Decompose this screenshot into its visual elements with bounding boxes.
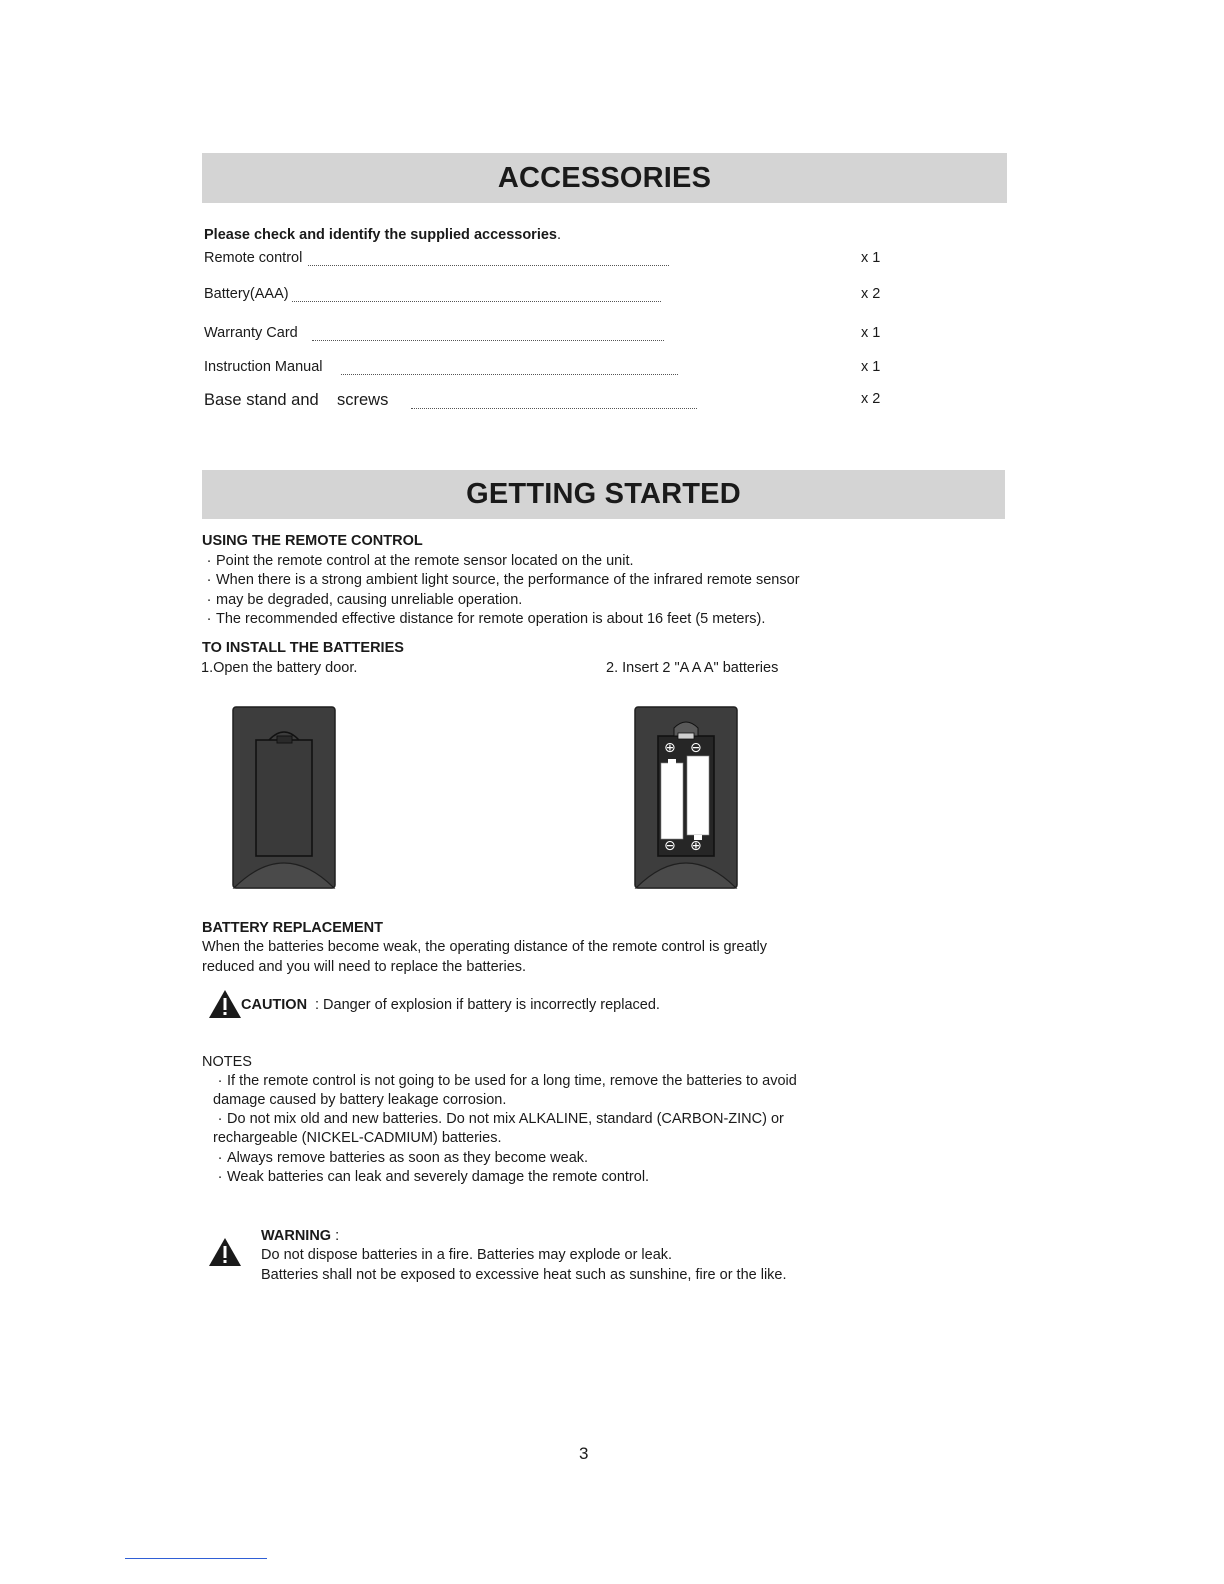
accessory-label: Base stand and screws [204, 391, 389, 409]
accessory-label: Battery(AAA) [204, 286, 289, 302]
bullet-dot: · [217, 1150, 223, 1166]
replacement-text-line: reduced and you will need to replace the batteries. [202, 959, 527, 975]
remote-bullet-text: The recommended effective distance for remote operation is about 16 feet (5 meters). [216, 611, 766, 627]
plus-terminal-icon: ⊕ [664, 739, 676, 755]
caution-label: CAUTION [241, 997, 308, 1013]
accessory-qty: x 1 [861, 325, 881, 341]
minus-terminal-icon: ⊖ [664, 837, 676, 853]
install-step-2: 2. Insert 2 "A A A" batteries [606, 660, 779, 676]
install-heading: TO INSTALL THE BATTERIES [202, 640, 404, 656]
note-text: If the remote control is not going to be used for a long time, remove the batteries to avoid [227, 1073, 797, 1089]
remote-bullet [202, 610, 765, 629]
replacement-text-line: When the batteries become weak, the operating distance of the remote control is greatly [202, 939, 768, 955]
note-line [213, 1168, 649, 1187]
replacement-heading: BATTERY REPLACEMENT [202, 920, 383, 936]
bullet-dot: · [206, 592, 212, 608]
remote-bullet-text: Point the remote control at the remote sensor located on the unit. [216, 553, 634, 569]
remote-batteries-figure [634, 706, 738, 889]
footer-rule [125, 1558, 267, 1559]
bullet-dot: · [217, 1073, 223, 1089]
remote-back-illustration [232, 706, 336, 889]
warning-label: WARNING [261, 1228, 332, 1244]
note-line [213, 1110, 784, 1129]
remote-bullet [202, 591, 522, 610]
accessory-qty: x 1 [861, 359, 881, 375]
note-text: Do not mix old and new batteries. Do not mix ALKALINE, standard (CARBON-ZINC) or [227, 1111, 784, 1127]
note-text: Weak batteries can leak and severely damage the remote control. [227, 1169, 650, 1185]
minus-terminal-icon: ⊖ [690, 739, 702, 755]
note-line: damage caused by battery leakage corrosion. [213, 1092, 507, 1108]
install-step-1: 1.Open the battery door. [201, 660, 358, 676]
remote-bullet [202, 552, 634, 571]
leader-dots [341, 364, 678, 375]
accessories-intro-text: Please check and identify the supplied accessories [204, 227, 557, 243]
accessory-qty: x 2 [861, 286, 881, 302]
note-line [213, 1149, 588, 1168]
remote-back-figure [232, 706, 336, 889]
accessory-label: Warranty Card [204, 325, 298, 341]
warning-heading [261, 1227, 339, 1246]
remote-heading: USING THE REMOTE CONTROL [202, 533, 423, 549]
note-text: Always remove batteries as soon as they become weak. [227, 1150, 589, 1166]
warning-icon [208, 1237, 242, 1267]
caution-text: : Danger of explosion if battery is incorrectly replaced. [315, 997, 660, 1013]
page-number: 3 [579, 1444, 589, 1463]
remote-bullet [202, 571, 800, 590]
bullet-dot: · [206, 572, 212, 588]
leader-dots [411, 398, 697, 409]
plus-terminal-icon: ⊕ [690, 837, 702, 853]
leader-dots [308, 255, 669, 266]
accessories-intro [204, 227, 561, 243]
caution-warning-icon [208, 989, 242, 1019]
leader-dots [292, 291, 661, 302]
bullet-dot: · [206, 553, 212, 569]
accessory-label: Remote control [204, 250, 303, 266]
note-line: rechargeable (NICKEL-CADMIUM) batteries. [213, 1130, 502, 1146]
notes-heading: NOTES [202, 1054, 252, 1070]
accessories-intro-period: . [556, 227, 562, 243]
remote-bullet-text: When there is a strong ambient light source, the performance of the infrared remote sensor [216, 572, 800, 588]
remote-batteries-illustration [634, 706, 738, 889]
accessory-qty: x 2 [861, 391, 881, 407]
remote-bullet-text: may be degraded, causing unreliable operation. [216, 592, 523, 608]
warning-colon: : [331, 1228, 340, 1244]
bullet-dot: · [217, 1111, 223, 1127]
leader-dots [312, 330, 664, 341]
note-line [213, 1072, 797, 1091]
bullet-dot: · [217, 1169, 223, 1185]
accessories-title: ACCESSORIES [202, 153, 1007, 203]
warning-line: Batteries shall not be exposed to excessive heat such as sunshine, fire or the like. [261, 1267, 787, 1283]
accessory-qty: x 1 [861, 250, 881, 266]
warning-line: Do not dispose batteries in a fire. Batteries may explode or leak. [261, 1247, 673, 1263]
bullet-dot: · [206, 611, 212, 627]
accessory-label: Instruction Manual [204, 359, 323, 375]
getting-started-title: GETTING STARTED [202, 470, 1005, 519]
